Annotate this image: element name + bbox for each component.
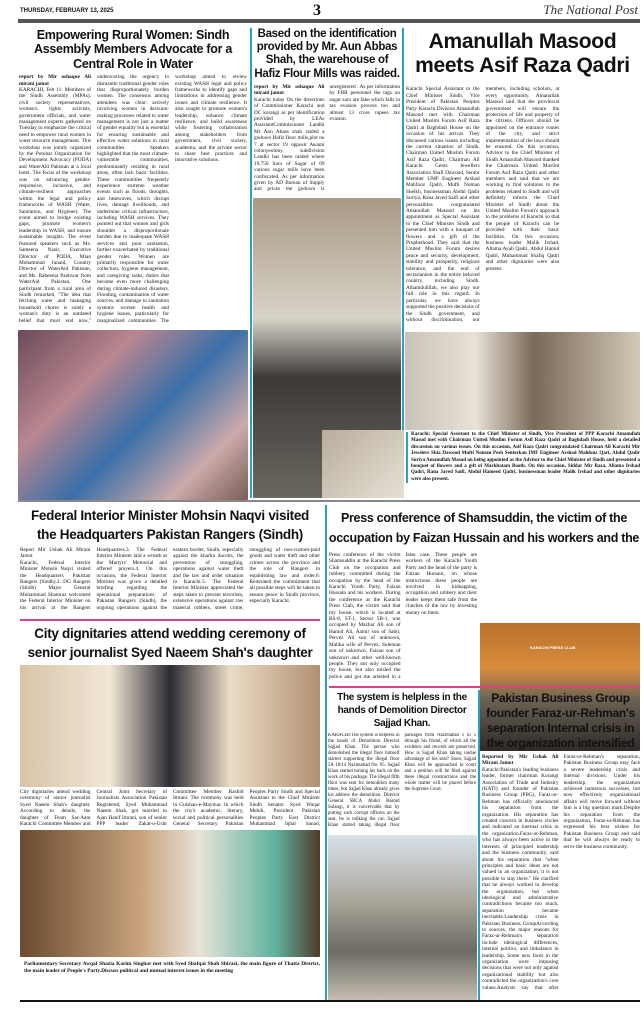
story-flour-body [254,84,400,195]
story-rangers-body [20,547,320,617]
caption-amanullah: Karachi: Special Assistant to the Chief Minister of Sindh, Vice President of PPP Karachi Amanullah Masud met with Chairman United Muslim Forum Asif Raza Qadri at Baghdadi House, held a detailed discussion on various issues. On this occasion, Asif Raza Qadri congratulated Chairman All Karachi Mir Jewelers Shia Dawood Mufti Noman Pesh Senterkan IMF Engineer Arshad Mahfouz Qari, Abdul Qadir Suriya Amanullah Masud on being appointed as the Advisor to the Chief Minister of Sindh and presented a bouquet of flowers and a gift of Markhatam Booth. On this occasion, Siddar Mir Raza, Allama Irshad Qadri, Rana Javed Saifi, Abdul Hameed Qadri, businessman leader Malik Irshad and other dignitaries were also present. [406,432,640,483]
story-wedding-body [20,789,320,828]
wedding-photo [20,665,320,787]
story-amanullah-body [406,86,639,329]
headline-flour: Based on the identification provided by Mr. Aun Abbas Shah, the warehouse of Hafiz Flour Mills was raided. [254,28,400,80]
newspaper-name: The National Post [543,2,638,17]
story-flour [253,28,401,498]
headline-water: Empowering Rural Women: Sindh Assembly Members Advocate for a Central Role in Water [34,28,232,71]
page-number: 3 [313,2,321,19]
article-text: KARACHI, Feb 11: Members of the Sindh Assembly (MPAs), civil society representatives, women's rights activists, government officials, and water management experts gathered on Tuesday to emphasize the critical need to empower rural women in water resource management. This workshop was jointly organized by the Potohar Organization for Development Advocacy (PODA) and WaterAid Pakistan at a local hotel. The focus of the workshop was on advancing gender-responsive, inclusive, and climate-resilient approaches within the legal and policy frameworks of WASH (Water, Sanitation, and Hygiene). The event aimed to bridge existing gaps, promote women's leadership in WASH, and ensure sustainable insights. The event featured speakers such as Ms. Sameena Nazir, Executive Director of PODA, Mian Mohammad Junaid, Country Director of WaterAid Pakistan, and Ms. Rabeema Panhwar from WaterAid Pakistan. One participant from a rural area of Sindh remarked, "The idea that fetching water and managing household chores is solely a woman's duty is an outdated belief that must end now," underscoring the urgency to dismantle traditional gender roles that disproportionately burden women. The consensus among attendees was clear: actively involving women in decision-making processes related to water management is not just a matter of gender equality but is essential for ensuring sustainable and effective water solutions in rural communities. Speakers highlighted that the most climate-vulnerable communities, predominantly residing in rural areas, often lack basic facilities. These communities frequently experience extreme weather events such as floods, droughts, and heatwaves, which disrupt lives, damage livelihoods, and undermine critical infrastructure, including WASH services. They pointed out that women and girls shoulder a disproportionate burden due to inadequate WASH services and poor sanitation, further exacerbated by traditional gender roles. Women are primarily responsible for water collection, hygiene management, and caregiving tasks, duties that become even more challenging during climate-induced disasters. Flooding, contamination of water sources, and damage to sanitation systems worsen health and hygiene issues, particularly for marginalized communities. The workshop aimed to review existing WASH legal and policy frameworks to identify gaps and limitations in addressing gender issues and climate resilience. It also sought to promote women's leadership, enhance climate resilience, and build awareness while fostering collaboration among stakeholders from government, civil society, academia, and the private sector to share best practices and innovative solutions. [19,74,247,324]
press-club-banner: KARACHI PRESS CLUB [530,645,576,650]
article-text: City dignitaries attend wedding ceremony of senior journalist Syed Naeem Shah's daughter. According to details, the daughter of Team Sar-Aam Karachi Committee Member and Central Joint Secretary of Journalists Association Pakistan Registered, Syed Muhammad Naeem Shah, got married to Ajan Hanif Imrani, son of senior PPP leader Zakat-o-Ushr Committee Member Rashid Imrani. The ceremony was held in Gulshan-e-Maymar. In which the city's academic, literary, social and political personalities General Secretary Pakistan Peoples Party Sindh and Special Assistant to the Chief Minister Sindh Senator Syed Waqar Mehdi, President Pakistan Peoples Party East District Muhammad Iqbal Sanad, [20,789,320,828]
article-text: Karachi, Federal Interior Minister Mohsin Naqvi visited the Headquarters Pakistan Rangers (Sindh).2. DG Rangers (Sindh) Major General Muhammad Shamraz welcomed the Federal Interior Minister on his arrival at the Rangers Headquarters.3. The Federal Interior Minister laid a wreath at the Martyrs' Memorial and offered prayers.4. On this occasion, the Federal Interior Minister was given a detailed briefing regarding the operational preparations of Pakistan Rangers (Sindh), the ongoing operations against the eastern border, Sindh, especially against the kharka dacoits, the prevention of smuggling, operations against water theft and the law and order situation in Karachi.5. The Federal Interior Minister appreciated the steps taken to prevent terrorism, extensive operations against raw material robbers, street crime, smuggling of non-custom-paid goods and water theft and other crimes across the province and the role of Rangers in establishing law and order.6. Reiterated the commitment that all possible steps will be taken to ensure peace in Sindh province, especially Karachi. [20,547,320,611]
headline-amanullah: Amanullah Masood meets Asif Raza Qadri [415,30,630,78]
caption-shafqat: Parliamentary Secretary Awqaf Shazia Karim Singhar met with Syed Shafqat Shah Shirazi, the main figure of Thatta District, the main leader of People's Party.Discuss political and mutual interest issues in the meeting [24,961,320,974]
meeting-photo [405,332,640,430]
street-photo [328,835,477,1000]
story-press-body [329,552,477,682]
byline: Report Mir Ushak Ali Mirani Jamot [20,547,91,560]
flowers-photo [322,430,404,498]
article-text: Karachi Special Assistant to the Chief Minister Sindh, Vice President of Pakistan Peoples Party Karachi Division Amanullah Masood met with Chairman United Muslim Forum Asif Raza Qadri at Baghdadi House on the occasion of his arrival. They discussed various issues including the current situation of Sindh. Chairman United Muslim Forum Asif Raza Qadri, Chairman All Karachi Gems Jewellers Association Shafi Dawood, Senior Member UMF Engineer Arshad Mahfooz Qadri, Mufti Noman Sheikh, businessman Abdul Qadir Suriya, Rana Javed Saifi and other personalities congratulated Amanullah Masood on his appointment as Special Assistant to the Chief Minister Sindh and presented him with a bouquet of flowers and a gift of the Prophethood. They said that the United Muslim Forum desires peace and security, development, stability and prosperity, religious tolerance, and the end of sectarianism in the entire beloved country, including Sindh. Alhamdulillah, we also play our full role in this regard. In particular, we have always supported the positive decisions of the Sindh government, and without discrimination, our members, including scholars, at every opportunity. Amanullah Masood said that the provincial government will ensure the protection of life and property of the citizens. Officers should be appointed on the entrance routes of the city, and strict implementation of the laws should be ensured. On this occasion, Advisor to the Chief Minister of Sindh Amanullah Masood thanked the Chairman United Muslim Forum Asif Raza Qadri and other members and said that we are working to find solutions to the problems related to Sindh and will definitely inform the Chief Minister of Sindh about the United Muslim Forum's approach to the problems of Karachi so that the people of Karachi can be provided with their basic facilities. On this occasion, business leader Malik Irshad, Allama Ayub Qadri, Abdul Hamid Qadri, Muhammad Shafiq Qadri and other dignitaries were also present. [406,86,560,323]
headline-pbg: Pakistan Business Group founder Faraz-ur-Rehman's separation Internal crisis in the organization intensified [486,691,635,750]
byline: report by Mir oshaque Ali mirani jamot [19,74,91,87]
byline: Reported by Mir Ushak Ali Mirani Jamot [482,754,559,767]
headline-demolition: The system is helpless in the hands of Demolition Director Sajjad Khan. [337,692,467,729]
meeting-shafqat-photo [20,830,320,957]
story-demolition-body [328,733,476,832]
header-bar [18,19,640,23]
story-pbg-body [482,754,640,997]
story-rangers [20,506,320,617]
headline-wedding: City dignitaries attend wedding ceremony of senior journalist Syed Naeem Shah's daughter [27,626,313,660]
headline-rangers: Federal Interior Minister Mohsin Naqvi visited the Headquarters Pakistan Rangers (Sindh) [30,508,309,542]
story-water-body [19,74,247,327]
story-demolition [327,691,477,1000]
article-text: KARACHI:The system is helpless in the hands of Demolition Director Sajjad Khan. The person who demolished the illegal floor himself started supporting the illegal floor 5A 18/14 Nazimabad No. 05. Sajjad Khan started turning his back on the work of his package. The illegal fifth floor was sent for demolition many times, but Sajjad Khan already gives his address the demolition. Director General SBCA Abdul Rashid Solangi, it is conceivable that by putting such corrupt officers on the seat, he is milking the cat. Sajjad Khan started taking illegal floor packages from Nazimabad 1 to 5 through his friend, of which all the evidence and records are preserved. How is Sajjad Khan taking undue advantage of his seat? Soon, Sajjad Khan will be approached in court and a petition will be filed against these illegal constructions and the whole matter will be placed before the Supreme Court. [328,733,476,828]
story-water [18,28,248,500]
headline-press: Press conference of Shamsuddin, the victim of the occupation by Faizan Hussain and his workers and the [328,511,640,545]
masthead-date: THURSDAY, FEBRUARY 13, 2025 [20,8,114,14]
article-text: Karachi:Pakistan's leading business leader, former chairman Korangi Association of Trade and Industry (KATI) and founder of Pakistan Business Group (PBG), Faraz-ur-Rehman has officially announced his separation from the organization. His separation has created concern in business circles and indicated an internal crisis in the organization.Faraz-ur-Rehman, who has always been active in the interests of principled leadership and the business community, said about his separation that "when principles and basic ideas are not valued in an organization, it is not possible to stay there." He clarified that he always worked to develop the organization, but when ideological and administrative contradictions became too much, separation became inevitable.Leadership crisis in Pakistan Business GroupAccording to sources, the major reasons for Faraz-ur-Rehman's separation include ideological differences, internal politics, and imbalance in leadership. Some new faces in the organization were imposing decisions that were not only against organizational stability but also contradicted the organization's core values.Analysts say that after Faraz-ur-Rehman's separation, Pakistan Business Group may face a severe leadership crisis and internal divisions. Under his leadership, the organization achieved numerous successes, but now effectively organizational affairs will move forward without him is a big question mark.Despite his separation from the organization, Faraz-ur-Rehman has expressed his best wishes for Pakistan Business Group and said that he will always be ready to serve the business community. [482,754,640,991]
story-amanullah [405,30,640,430]
story-wedding [20,624,320,957]
workshop-photo [18,330,248,500]
story-pbg [481,691,640,997]
article-text: Karachi today On the directions of Commissioner Karachi and DC korangi as per identification provided by LEAs AssistantCommissioner Landhi Mr Aon Abass shah raided a godown Hafiz floor mills,plot no 7 at sector 19 opposit Awami colonyeolony, subdivision Landhi has been raided where 19,750 Sacs of Sugar of 09 various sugar mills have been confiscated. As per information given by AD Bureau of Supply and prices the godown is unregistered . As per information by FBR personnel the tags on sugar sacs are fake which falls in tax evasion process too and almost 13 crore rupees tax evasion. [254,83,400,193]
byline: report by Mir oshaque Ali mirani jamot [254,83,325,97]
article-text: Press conference of the victim Shamsuddin at the Karachi Press Club on the occupation and robbery committed during the occupation by the head of the Karachi Youth Party, Faizan Hussain and his workers. During the conference at the Karachi Press Club, the victim said that my house, which is located at RS-8, ST-1, Sector 5B-1, was occupied by Mazhar Ali son of Hamid Ali, Aamir son of Sabir, Pervez Ali son of unknown, Malika wife of Pervez, Suleman son of unknown, Faizan son of unknown and other well-known people. They not only occupied my house, but also misled the police and got me arrested in a false case. These people are workers of the Karachi Youth Party and the head of the party is Faizan Hussain, on whose instructions these people are involved in kidnapping, occupation and robbery and their leader keeps them safe from the clutches of the law by investing money on them. [329,552,477,680]
